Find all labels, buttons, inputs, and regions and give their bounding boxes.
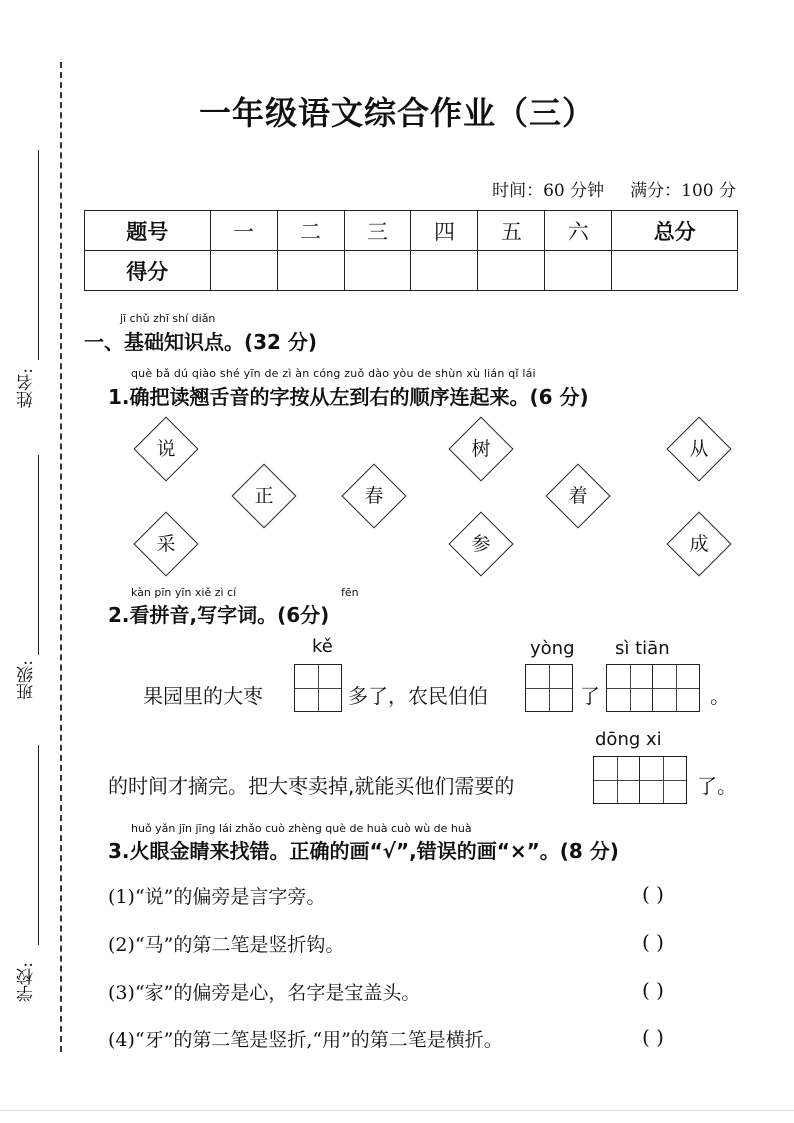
score-input-cell[interactable] <box>277 251 344 291</box>
tianzige-box[interactable] <box>606 664 700 712</box>
school-write-line <box>38 745 39 945</box>
table-cell: 二 <box>277 211 344 251</box>
q3-item: (1)“说”的偏旁是言字旁。 <box>108 886 326 908</box>
char-diamond[interactable]: 说 <box>134 417 198 481</box>
char-diamond[interactable]: 参 <box>449 512 513 576</box>
table-cell: 总分 <box>612 211 738 251</box>
tianzige-box[interactable] <box>525 664 573 712</box>
q3-pinyin: huǒ yǎn jīn jīng lái zhǎo cuò zhèng què de huà cuò wù de huà <box>131 822 472 835</box>
page-title: 一年级语文综合作业（三） <box>198 94 595 132</box>
q3-item: (2)“马”的第二笔是竖折钩。 <box>108 934 345 956</box>
answer-paren[interactable]: ( ) <box>642 930 664 954</box>
tianzige-box[interactable] <box>294 664 342 712</box>
q2-text-1: 果园里的大枣 <box>143 684 263 708</box>
table-cell: 得分 <box>85 251 211 291</box>
table-row <box>85 251 738 291</box>
name-write-line <box>38 150 39 360</box>
time-limit: 时间：60 分钟 <box>492 181 605 201</box>
score-input-cell[interactable] <box>612 251 738 291</box>
score-input-cell[interactable] <box>545 251 612 291</box>
section1-heading: 一、基础知识点。(32 分) <box>84 330 318 354</box>
q2-text-5: 的时间才摘完。把大枣卖掉,就能买他们需要的 <box>108 774 515 798</box>
q3-heading: 3.火眼金睛来找错。正确的画“√”,错误的画“×”。(8 分) <box>108 839 619 863</box>
answer-paren[interactable]: ( ) <box>642 1025 664 1049</box>
score-input-cell[interactable] <box>344 251 411 291</box>
name-label: 姓名: <box>17 368 37 408</box>
q3-item: (4)“牙”的第二笔是竖折,“用”的第二笔是横折。 <box>108 1029 503 1051</box>
exam-meta <box>466 176 736 201</box>
score-input-cell[interactable] <box>478 251 545 291</box>
char-diamond[interactable]: 从 <box>667 417 731 481</box>
score-table <box>84 210 738 291</box>
char-diamond[interactable]: 着 <box>546 464 610 528</box>
q2-pinyin: kàn pīn yīn xiě zì cí <box>131 586 237 599</box>
q1-heading: 1.确把读翘舌音的字按从左到右的顺序连起来。(6 分) <box>108 385 589 409</box>
q2-text-2: 多了，农民伯伯 <box>348 684 488 708</box>
q2-pinyin-fen: fēn <box>341 586 359 599</box>
char-diamond[interactable]: 树 <box>449 417 513 481</box>
pinyin-sitian: sì tiān <box>615 638 670 659</box>
table-cell: 题号 <box>85 211 211 251</box>
q1-pinyin: què bǎ dú qiào shé yīn de zì àn cóng zuǒ dào yòu de shùn xù lián qǐ lái <box>131 367 536 380</box>
table-cell: 五 <box>478 211 545 251</box>
score-input-cell[interactable] <box>210 251 277 291</box>
class-write-line <box>38 455 39 655</box>
table-row <box>85 211 738 251</box>
q2-heading: 2.看拼音,写字词。(6分) <box>108 603 330 627</box>
q3-item: (3)“家”的偏旁是心，名字是宝盖头。 <box>108 982 421 1004</box>
table-cell: 四 <box>411 211 478 251</box>
char-diamond[interactable]: 正 <box>232 464 296 528</box>
q2-text-4: 。 <box>710 684 730 708</box>
q2-text-3: 了 <box>580 684 600 708</box>
answer-paren[interactable]: ( ) <box>642 978 664 1002</box>
tianzige-box[interactable] <box>593 756 687 804</box>
char-diamond[interactable]: 采 <box>134 512 198 576</box>
answer-paren[interactable]: ( ) <box>642 882 664 906</box>
section1-pinyin: jī chǔ zhī shí diǎn <box>120 312 216 325</box>
q2-text-6: 了。 <box>697 774 737 798</box>
char-diamond[interactable]: 春 <box>342 464 406 528</box>
table-cell: 六 <box>545 211 612 251</box>
char-diamond[interactable]: 成 <box>667 512 731 576</box>
school-label: 学校: <box>17 962 37 1002</box>
pinyin-dongxi: dōng xi <box>595 729 662 750</box>
page-bottom-rule <box>0 1110 794 1111</box>
binding-dashed-line <box>60 62 62 1052</box>
table-cell: 三 <box>344 211 411 251</box>
class-label: 班级: <box>17 660 37 700</box>
score-input-cell[interactable] <box>411 251 478 291</box>
pinyin-yong: yòng <box>530 638 575 659</box>
pinyin-ke: kě <box>312 636 333 657</box>
table-cell: 一 <box>210 211 277 251</box>
full-score: 满分：100 分 <box>630 181 736 201</box>
